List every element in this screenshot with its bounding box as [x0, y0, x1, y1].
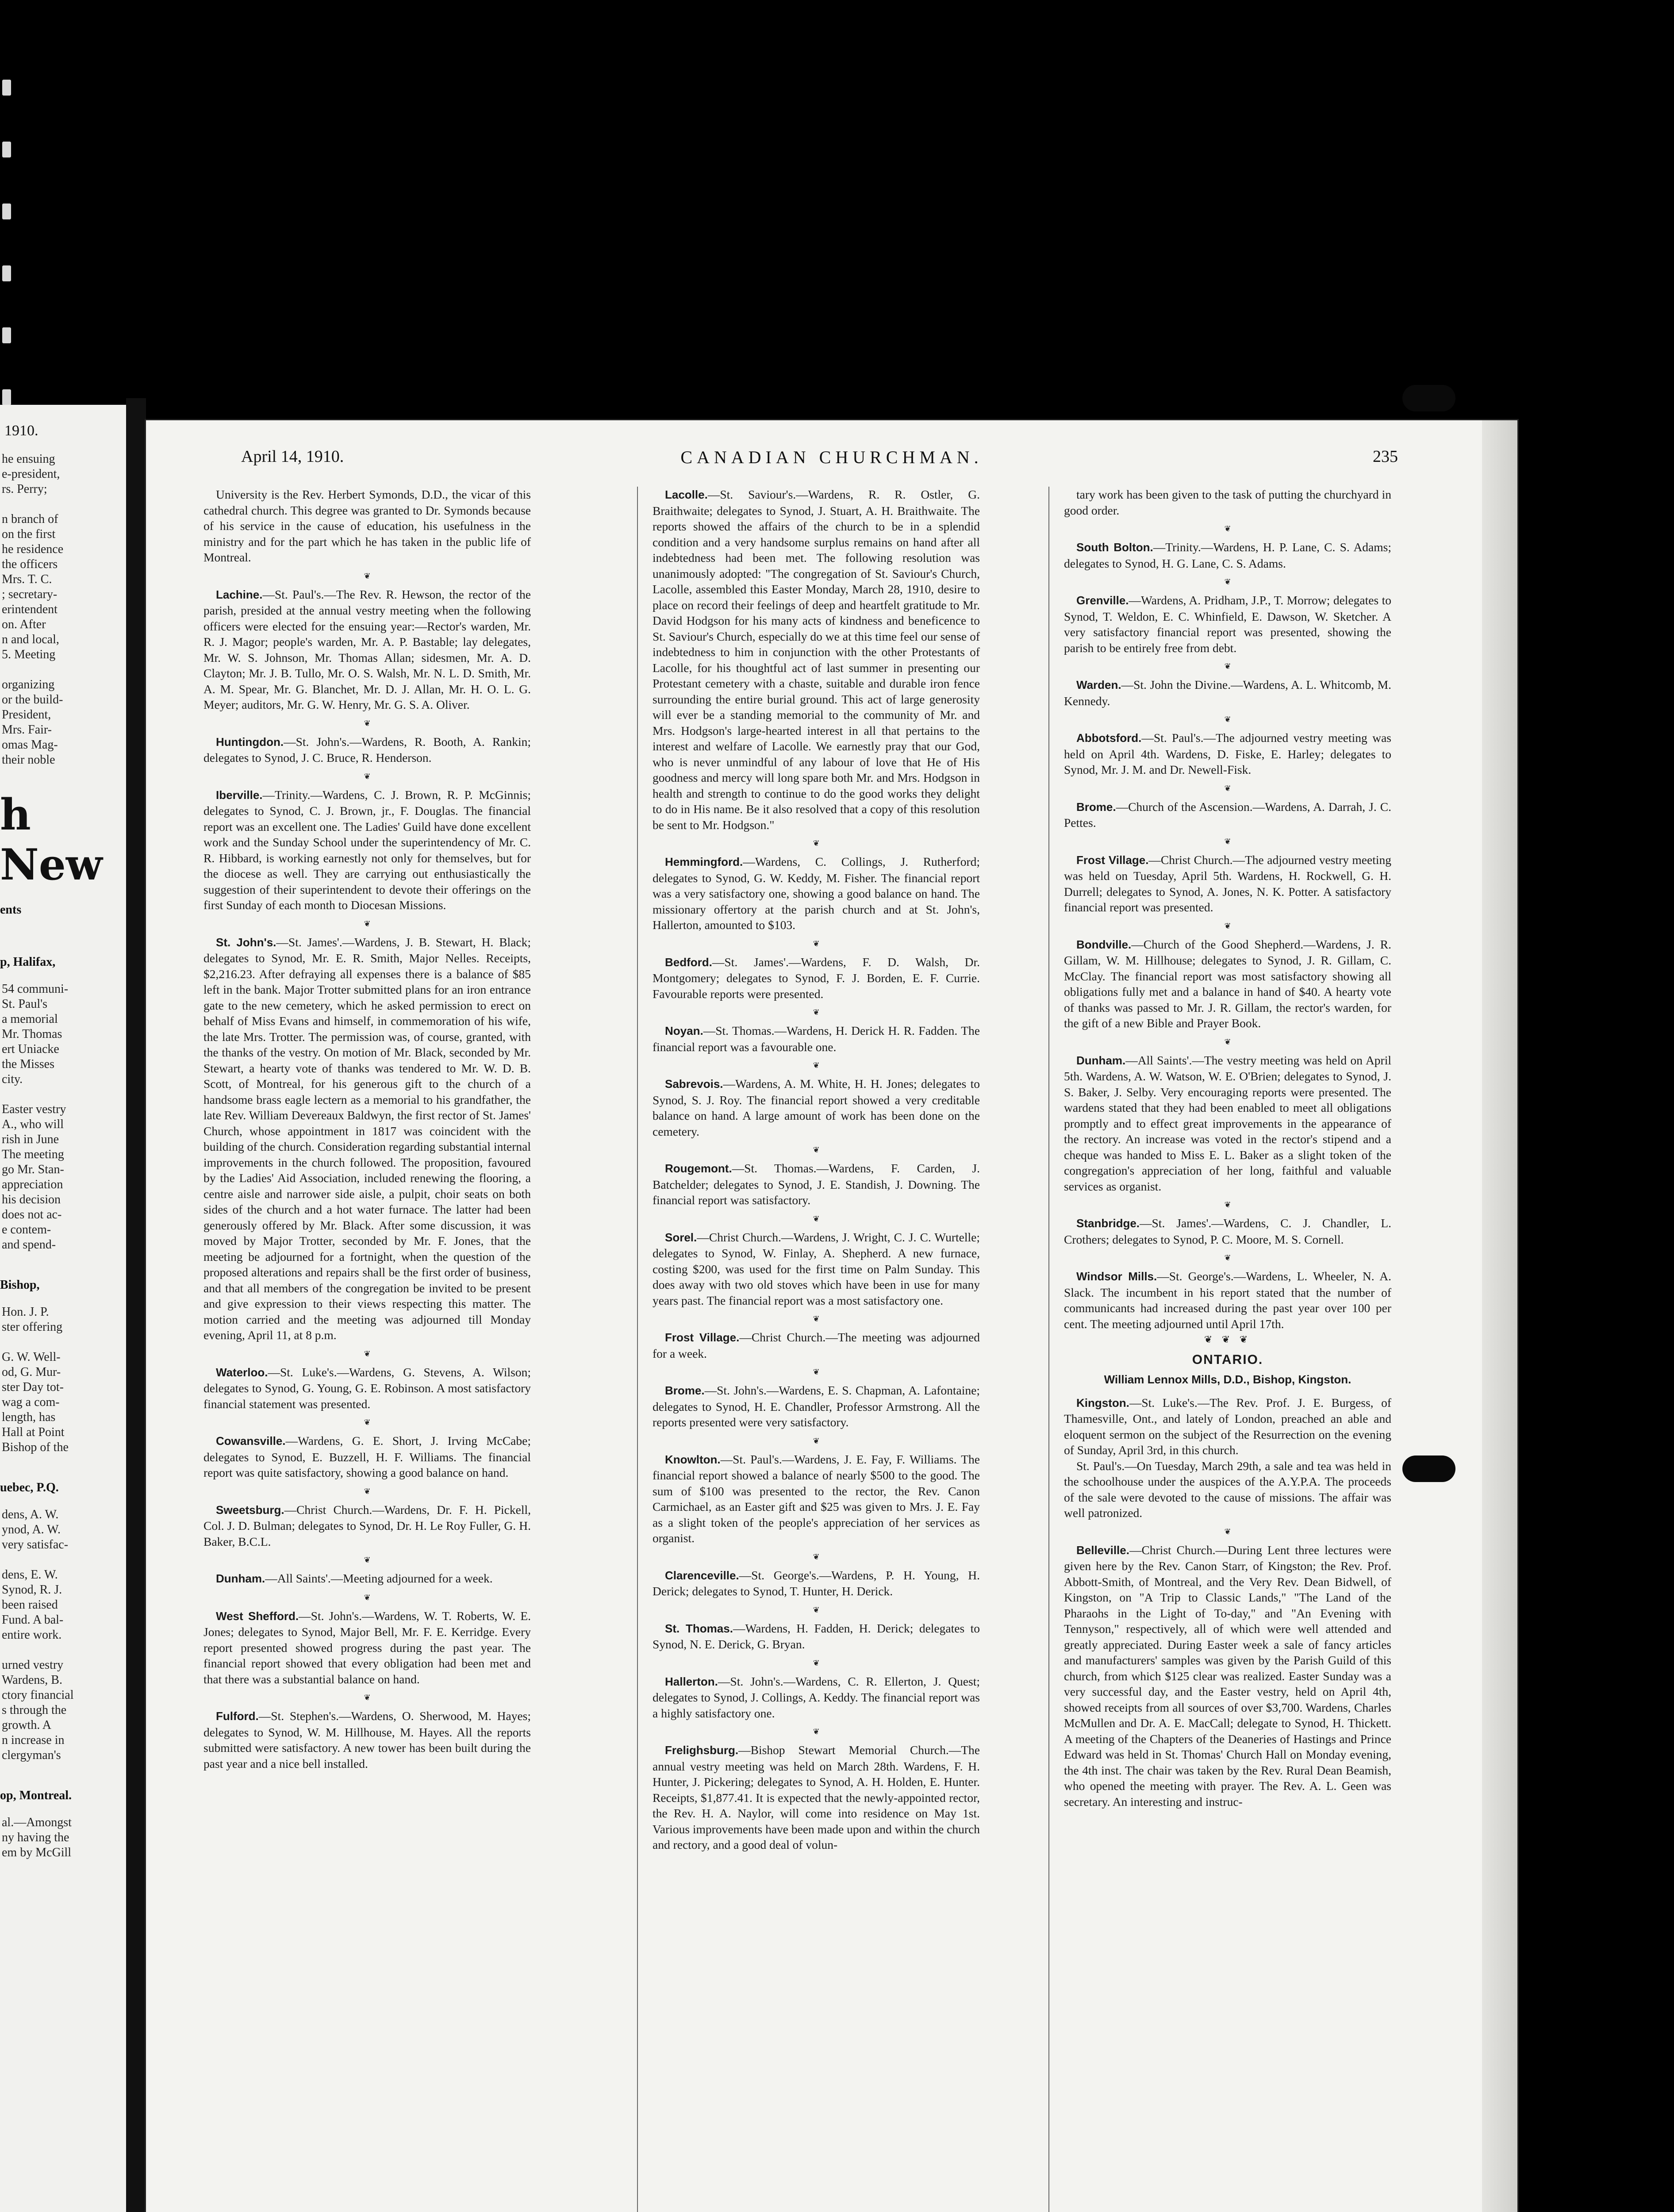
section-ornament-icon: ❦	[364, 772, 371, 781]
section-ornament-icon: ❦	[364, 919, 371, 928]
left-page-text-line: urned vestry	[2, 1658, 64, 1672]
parish-name: St. Thomas.	[665, 1621, 733, 1635]
section-ornament-icon: ❦	[813, 939, 820, 948]
left-page-text-line: e-president,	[2, 467, 60, 481]
left-page-text-line: he residence	[2, 542, 64, 556]
parish-report	[653, 1674, 980, 1721]
left-page-text-line: Synod, R. J.	[2, 1583, 62, 1597]
left-page-text-line: Hall at Point	[2, 1425, 65, 1439]
left-page-lines-b	[0, 982, 126, 1252]
section-ornament-icon: ❦	[813, 1367, 820, 1376]
section-ornament-icon: ❦	[813, 1727, 820, 1736]
parish-report	[653, 1567, 980, 1599]
parish-report	[1064, 677, 1391, 709]
parish-name: Frost Village.	[1076, 853, 1149, 867]
binder-clip	[1402, 385, 1455, 411]
left-page-subhead: ents	[0, 903, 22, 917]
left-page-text-line: and spend-	[2, 1238, 56, 1252]
parish-report-text: —Wardens, C. Collings, J. Rutherford; delegates to Synod, G. W. Keddy, M. Fisher. The financial report was a very satisfactory one, showing a good balance on hand. The missionary offertory at the parish church and at St. John's, Hallerton, amounted to $103.	[653, 855, 980, 932]
parish-report	[653, 954, 980, 1002]
parish-report-text: —Wardens, G. E. Short, J. Irving McCabe; delegates to Synod, E. Buzzell, H. F. Williams. The financial report was quite satisfactory, showing a good balance on hand.	[203, 1434, 531, 1479]
left-page-text-line: wag a com-	[2, 1395, 60, 1409]
section-ornament-icon: ❦	[364, 571, 371, 580]
parish-name: Sabrevois.	[665, 1077, 723, 1091]
section-heading: ONTARIO.	[1192, 1352, 1263, 1367]
left-page-text-line: rs. Perry;	[2, 482, 47, 496]
parish-name: Rougemont.	[665, 1162, 732, 1175]
parish-report	[653, 854, 980, 933]
parish-name: Dunham.	[216, 1572, 265, 1585]
parish-name: Frelighsburg.	[665, 1743, 739, 1757]
parish-report-text: —Bishop Stewart Memorial Church.—The annual vestry meeting was held on March 28th. Wardens, F. H. Hunter, J. Pickering; delegates to Synod, A. H. Holden, E. Hunter. Receipts, $1,877.41. It is expected that the newly-appointed rector, the Rev. H. A. Naylor, will come into residence on May 1st. Various improvements have been made upon and within the church and rectory, and a good deal of volun-	[653, 1743, 980, 1851]
left-page-text-line: on the first	[2, 527, 56, 541]
left-page-text-line: Hon. J. P.	[2, 1305, 49, 1319]
left-page-lines-a	[0, 452, 126, 768]
parish-name: Lacolle.	[665, 488, 708, 501]
left-page-text-line: ctory financial	[2, 1688, 74, 1702]
section-ornament-icon: ❦	[813, 1436, 820, 1445]
parish-name: Bondville.	[1076, 937, 1132, 951]
parish-report	[203, 734, 531, 766]
parish-report-text: —Christ Church.—The adjourned vestry meeting was held on Tuesday, April 5th. Wardens, H. Rockwell, G. H. Durrell; delegates to Synod, A. Jones, N. K. Potter. A satisfactory financial report was presented.	[1064, 853, 1391, 914]
left-page-text-line: n branch of	[2, 512, 58, 526]
parish-report	[1064, 799, 1391, 831]
parish-name: Brome.	[1076, 800, 1116, 814]
parish-name: Knowlton.	[665, 1452, 721, 1466]
parish-report	[203, 1433, 531, 1481]
left-page-text-line: ; secretary-	[2, 588, 58, 601]
page-gutter	[126, 398, 146, 2212]
parish-report-text: —St. Luke's.—The Rev. Prof. J. E. Burgess, of Thamesville, Ont., and lately of London, preached an able and eloquent sermon on the subject of the Resurrection on the evening of Sunday, April 3rd, in this church.	[1064, 1395, 1391, 1457]
left-page-text-line: Mrs. Fair-	[2, 723, 52, 737]
parish-report	[1064, 592, 1391, 656]
article-paragraph: University is the Rev. Herbert Symonds, D.D., the vicar of this cathedral church. This degree was granted to Dr. Symonds because of his service in the cause of education, his usefulness in the ministry and for the part which he has taken in the public life of Montreal.	[203, 488, 531, 564]
parish-report-text: —St. Paul's.—Wardens, J. E. Fay, F. Williams. The financial report showed a balance of nearly $500 to the good. The sum of $100 was presented to the rector, the Rev. Canon Carmichael, as an Easter gift and $25 was given to Mrs. J. E. Fay as a slight token of the people's appreciation of her services as organist.	[653, 1452, 980, 1545]
section-ornament-icon: ❦	[364, 1349, 371, 1358]
parish-report-text: —Wardens, A. M. White, H. H. Jones; delegates to Synod, S. J. Roy. The financial report showed a very creditable balance on hand. A large amount of work has been done on the cemetery.	[653, 1077, 980, 1138]
parish-report	[203, 1571, 531, 1587]
left-page-text-line	[0, 1552, 126, 1567]
section-ornament-icon: ❦	[813, 839, 820, 848]
parish-report-text: —St. James'.—Wardens, C. J. Chandler, L. Crothers; delegates to Synod, P. C. Moore, M. S. Cornell.	[1064, 1216, 1391, 1246]
left-page-text-line: ster offering	[2, 1320, 63, 1334]
left-page-text-line: 5. Meeting	[2, 648, 56, 661]
left-page-subhead: uebec, P.Q.	[0, 1481, 59, 1494]
parish-report-text: —Christ Church.—Wardens, Dr. F. H. Pickell, Col. J. D. Bulman; delegates to Synod, Dr. H. Le Roy Fuller, G. H. Baker, B.C.L.	[203, 1502, 531, 1548]
parish-report	[653, 1742, 980, 1853]
left-page-text-line: omas Mag-	[2, 738, 58, 752]
parish-report	[653, 1160, 980, 1208]
section-ornament-icon: ❦	[813, 1605, 820, 1614]
parish-report-text: —St. Saviour's.—Wardens, R. R. Ostler, G. Braithwaite; delegates to Synod, J. Stuart, A. H. Braithwaite. The reports showed the affairs of the church to be in a splendid condition and a very handsome surplus remains on hand after all indebtedness had been met. The following resolution was unanimously adopted: "The congregation of St. Saviour's Church, Lacolle, assembled this Easter Monday, March 28, 1910, desire to place on record their feelings of deep and heartfelt gratitude to Mr. David Hodgson for his many acts of kindness and beneficence to St. Saviour's Church, especially do we at this time feel our sense of indebtedness to him in conjunction with the other Protestants of Lacolle, for his thoughtful act of last summer in presenting our Protestant cemetery with a chaste, suitable and durable iron fence surrounding the entire burial ground. This act of large generosity will ever be a standing memorial to the community of Mr. and Mrs. Hodgson's large-hearted interest in all that pertains to the interest and welfare of Lacolle. We earnestly pray that our God, who is never unmindful of any labour of love that He of His goodness and mercy will long spare both Mr. and Mrs. Hodgson in health and strength to continue to do the good works they delight to do in His name. Be it also resolved that a copy of this resolution be sent to Mr. Hodgson."	[653, 488, 980, 832]
section-ornament-icon: ❦	[1224, 1527, 1231, 1536]
parish-report-text: —St. John the Divine.—Wardens, A. L. Whitcomb, M. Kennedy.	[1064, 678, 1391, 708]
parish-report-text: —St. Thomas.—Wardens, H. Derick H. R. Fadden. The financial report was a favourable one.	[653, 1024, 980, 1054]
page-edge	[1482, 420, 1517, 2212]
parish-report	[1064, 539, 1391, 571]
parish-report-text: —St. Paul's.—The adjourned vestry meeting was held on April 4th. Wardens, D. Fiske, E. Harley; delegates to Synod, Mr. J. M. and Dr. Newell-Fisk.	[1064, 731, 1391, 776]
parish-name: Bedford.	[665, 955, 712, 969]
left-page-text-line: Wardens, B.	[2, 1673, 62, 1687]
column-3	[1064, 487, 1391, 1809]
left-page-text-line: n and local,	[2, 633, 59, 646]
film-sprocket-hole	[2, 142, 11, 157]
parish-report-text: —All Saints'.—Meeting adjourned for a week.	[265, 1571, 493, 1585]
parish-report-text: —St. James'.—Wardens, F. D. Walsh, Dr. Montgomery; delegates to Synod, F. J. Borden, E. F. Currie. Favourable reports were presented.	[653, 955, 980, 1001]
section-ornament-icon: ❦	[364, 1593, 371, 1602]
section-ornament-icon: ❦	[1224, 837, 1231, 846]
parish-name: Brome.	[665, 1384, 705, 1397]
left-page-text-line: does not ac-	[2, 1208, 62, 1221]
masthead-title: CANADIAN CHURCHMAN.	[680, 447, 983, 467]
left-page-text-line: a memorial	[2, 1012, 58, 1026]
parish-report-text: —Trinity.—Wardens, C. J. Brown, R. P. McGinnis; delegates to Synod, C. J. Brown, jr., F. Douglas. The financial report was an excellent one. The Ladies' Guild have done excellent work and the Sunday School under the superintendency of Mr. C. R. Hibbard, is working earnestly not only for themselves, but for the diocese as well. They are carrying out enthusiastically the suggestion of their superintendent to devote their offerings on the first Sunday of each month to Diocesan Missions.	[203, 787, 531, 912]
parish-report-text: —Christ Church.—The meeting was adjourned for a week.	[653, 1330, 980, 1360]
left-page-text-line: been raised	[2, 1598, 58, 1612]
parish-name: Noyan.	[665, 1024, 703, 1037]
parish-name: Windsor Mills.	[1076, 1270, 1157, 1283]
parish-report-text: —Christ Church.—During Lent three lectures were given here by the Rev. Canon Starr, of Kingston; the Rev. Prof. Abbott-Smith, of Montreal, and the Very Rev. Dean Bidwell, of Kingston, on "A Trip to Classic Lands," "The Land of the Pharaohs in the Light of To-day," and "An Evening with Tennyson," respectively, all of which were well attended and greatly appreciated. During Easter week a sale of fancy articles and manufacturers' samples was given by the Parish Guild of this church, from which $125 clear was realized. Easter Sunday was a very successful day, and the Easter vestry, held on April 4th, showed receipts from all sources of over $3,700. Wardens, Charles McMullen and Dr. A. E. MacCall; delegate to Synod, H. Thickett. A meeting of the Chapters of the Deaneries of Hastings and Prince Edward was held in St. Thomas' Church Hall on Monday evening, the 4th inst. The chair was taken by the Rev. Rural Dean Beamish, who opened the meeting with prayer. The Rev. A. L. Geen was secretary. An interesting and instruc-	[1064, 1543, 1391, 1809]
parish-report	[1064, 1268, 1391, 1332]
article-paragraph: tary work has been given to the task of putting the churchyard in good order.	[1064, 488, 1391, 517]
left-page-text-line: ynod, A. W.	[2, 1523, 61, 1536]
section-ornament-icon: ❦	[364, 1693, 371, 1702]
left-page-text-line: St. Paul's	[2, 997, 48, 1011]
section-ornament-icon: ❦	[813, 1552, 820, 1561]
left-page-text-line: Easter vestry	[2, 1102, 66, 1116]
section-ornament-icon: ❦	[1224, 577, 1231, 586]
parish-report	[653, 1382, 980, 1430]
left-page-text-line: organizing	[2, 678, 55, 691]
left-page-text-line: appreciation	[2, 1178, 63, 1191]
parish-name: Grenville.	[1076, 594, 1129, 607]
left-page-text-line: em by McGill	[2, 1846, 72, 1859]
parish-report-text: —St. Stephen's.—Wardens, O. Sherwood, M. Hayes; delegates to Synod, W. M. Hillhouse, M. Hayes. All the reports submitted were satisfactory. A new tower has been built during the past year and a nice bell installed.	[203, 1709, 531, 1770]
section-ornament-icon: ❦	[1224, 921, 1231, 930]
column-2	[653, 487, 980, 1853]
parish-report-text: —Trinity.—Wardens, H. P. Lane, C. S. Adams; delegates to Synod, H. G. Lane, C. S. Adams.	[1064, 540, 1391, 570]
parish-name: Huntingdon.	[216, 735, 284, 749]
parish-report	[203, 1502, 531, 1550]
parish-report-text: —St. John's.—Wardens, R. Booth, A. Rankin; delegates to Synod, J. C. Bruce, R. Henderson.	[203, 734, 531, 764]
section-ornament-icon: ❦	[1224, 715, 1231, 724]
left-page-text-line: the officers	[2, 557, 58, 571]
parish-name: Clarenceville.	[665, 1568, 739, 1582]
parish-report-text: —Church of the Ascension.—Wardens, A. Darrah, J. C. Pettes.	[1064, 799, 1391, 830]
parish-name: West Shefford.	[216, 1609, 299, 1623]
film-sprocket-hole	[2, 389, 11, 405]
parish-report	[203, 1608, 531, 1687]
film-sprocket-hole	[2, 265, 11, 281]
left-page-text-line: od, G. Mur-	[2, 1365, 61, 1379]
parish-report	[653, 1621, 980, 1652]
section-ornament-icon: ❦	[813, 1145, 820, 1154]
left-page-text-line: on. After	[2, 618, 46, 631]
left-page-text-line: entire work.	[2, 1628, 62, 1642]
parish-report	[203, 1708, 531, 1771]
parish-report	[1064, 730, 1391, 778]
left-page-text-line: rish in June	[2, 1133, 59, 1146]
parish-name: Iberville.	[216, 788, 263, 802]
parish-name: Fulford.	[216, 1709, 259, 1723]
left-page-text-line: G. W. Well-	[2, 1350, 61, 1364]
newspaper-page	[146, 420, 1517, 2212]
issue-date: April 14, 1910.	[241, 447, 344, 466]
section-ornament-icon: ❦	[364, 718, 371, 728]
parish-report	[653, 1076, 980, 1139]
left-page-subhead: Bishop,	[0, 1278, 40, 1292]
parish-report	[1064, 1215, 1391, 1247]
parish-report	[653, 487, 980, 833]
parish-report-text: —St. George's.—Wardens, L. Wheeler, N. A. Slack. The incumbent in his report stated that the number of communicants had increased during the past year over 100 per cent. The meeting adjourned until April 17th.	[1064, 1269, 1391, 1331]
left-page-text-line: the Misses	[2, 1057, 54, 1071]
parish-name: Abbotsford.	[1076, 731, 1142, 745]
left-page-text-line: growth. A	[2, 1718, 51, 1732]
left-page-text-line: erintendent	[2, 603, 58, 616]
left-page-subhead: p, Halifax,	[0, 955, 56, 969]
left-page-text-line: The meeting	[2, 1148, 64, 1161]
left-page-text-line: his decision	[2, 1193, 61, 1206]
parish-name: Hemmingford.	[665, 855, 743, 868]
section-ornament-icon: ❦	[813, 1008, 820, 1017]
left-page-lines-e	[0, 1815, 126, 1860]
parish-name: St. John's.	[216, 935, 276, 949]
parish-name: Cowansville.	[216, 1434, 286, 1448]
page-number: 235	[1373, 447, 1398, 466]
left-page-text-line: ert Uniacke	[2, 1042, 59, 1056]
parish-report-text: —Church of the Good Shepherd.—Wardens, J. R. Gillam, W. M. Hillhouse; delegates to Synod, J. R. Gillam, C. McClay. The financial report was most satisfactory showing all obligations fully met and a balance in hand of $40. A hearty vote of thanks was passed to Mr. J. R. Gillam, the rector's warden, for the gift of a new Bible and Prayer Book.	[1064, 937, 1391, 1030]
left-page-text-line: or the build-	[2, 693, 63, 707]
left-page-text-line: 54 communi-	[2, 982, 69, 996]
left-page-text-line: e contem-	[2, 1223, 51, 1237]
parish-name: Dunham.	[1076, 1053, 1126, 1067]
parish-name: Sorel.	[665, 1230, 697, 1244]
column-rule	[637, 487, 638, 2212]
left-page-text-line	[0, 1335, 126, 1350]
parish-name: Stanbridge.	[1076, 1217, 1140, 1230]
left-page-text-line	[0, 1643, 126, 1658]
left-page-text-line	[0, 1087, 126, 1102]
parish-report-text: —All Saints'.—The vestry meeting was held on April 5th. Wardens, A. W. Watson, W. E. O'Brien; delegates to Synod, J. S. Baker, J. Selby. Very encouraging reports were presented. The wardens stated that they had been enabled to meet all obligations promptly and to effect great improvements in the appearance of the rectory. An increase was voted in the rector's stipend and a cheque was handed to Miss E. L. Baker as a slight token of the congregation's appreciation of her long, faithful and valuable services as organist.	[1064, 1053, 1391, 1193]
left-page-big-heading: h New	[0, 790, 103, 890]
parish-name: Warden.	[1076, 678, 1121, 691]
left-page-text-line: al.—Amongst	[2, 1816, 72, 1829]
left-page-text-line: length, has	[2, 1410, 56, 1424]
parish-report	[653, 1023, 980, 1055]
film-sprocket-hole	[2, 327, 11, 343]
parish-report-text: —St. John's.—Wardens, W. T. Roberts, W. E. Jones; delegates to Synod, Major Bell, Mr. F. E. Kerridge. Every report presented showed progress during the past year. The financial report showed that every obligation had been met and that there was a substantial balance on hand.	[203, 1609, 531, 1686]
parish-report-text: —Christ Church.—Wardens, J. Wright, C. J. C. Wurtelle; delegates to Synod, W. Finlay, A. Shepherd. A new furnace, costing $200, was used for the first time on Palm Sunday. This does away with two old stoves which have been in use for many years past. The financial report was a most satisfactory one.	[653, 1230, 980, 1307]
parish-name: Sweetsburg.	[216, 1503, 284, 1517]
section-ornament-icon: ❦	[1224, 1037, 1231, 1046]
left-page-subhead: op, Montreal.	[0, 1789, 72, 1802]
section-ornament-icon: ❦	[1224, 783, 1231, 793]
left-page-text-line: he ensuing	[2, 452, 55, 466]
parish-report-text: —St. Paul's.—The Rev. R. Hewson, the rector of the parish, presided at the annual vestry meeting when the following officers were elected for the ensuing year:—Rector's warden, Mr. R. J. Magor; people's warden, Mr. A. P. Bastable; lay delegates, Mr. W. S. Johnson, Mr. Thomas Allan; sidesmen, Mr. A. D. Clayton; Mr. J. B. Tullo, Mr. O. S. Walsh, Mr. N. L. D. Smith, Mr. A. M. Spear, Mr. G. Blanchet, Mr. D. J. Allan, Mr. H. O. L. G. Meyer; auditors, Mr. G. W. Henry, Mr. G. S. A. Oliver.	[203, 587, 531, 711]
parish-report	[203, 1364, 531, 1412]
section-ornament-icon: ❦	[364, 1486, 371, 1496]
section-ornament-icon: ❦	[364, 1418, 371, 1427]
left-page-text-line: dens, A. W.	[2, 1508, 59, 1521]
left-page-fragment	[0, 405, 129, 2212]
parish-name: Frost Village.	[665, 1331, 740, 1344]
parish-report-text: —Wardens, H. Fadden, H. Derick; delegates to Synod, N. E. Derick, G. Bryan.	[653, 1621, 980, 1651]
parish-report-text: —St. Thomas.—Wardens, F. Carden, J. Batchelder; delegates to Synod, J. E. Standish, J. Downing. The financial report was satisfactory.	[653, 1161, 980, 1207]
parish-name: Kingston.	[1076, 1396, 1129, 1409]
parish-report-text: —St. James'.—Wardens, J. B. Stewart, H. Black; delegates to Synod, Mr. E. R. Smith, Major Nelles. Receipts, $2,216.23. After defraying all expenses there is a balance of $85 left in the bank. Major Trotter submitted plans for an iron entrance gate to the new cemetery, which he asked permission to erect on behalf of Miss Evans and himself, in commemoration of his wife, the late Mrs. Trotter. The permission was, of course, granted, with the thanks of the vestry. On motion of Mr. Black, seconded by Mr. Stewart, a hearty vote of thanks was tendered to Mr. W. D. B. Scott, of Montreal, for his generous gift to the church of a handsome brass eagle lectern as a memorial to his grandfather, the late Rev. William Devereaux Baldwyn, the first rector of St. James' Church, whose appointment in 1817 was coincident with the building of the church. Consideration regarding substantial internal improvements in the church followed. The proposition, favoured by the Ladies' Aid Association, included renewing the flooring, a centre aisle and narrower side aisle, a pulpit, choir seats on both sides of the church and a hot water furnace. The latter had been generously offered by Mr. Black. After some discussion, it was moved by Major Trotter, seconded by Mr. F. Jones, that the meeting be adjourned for a fortnight, when the question of the proposed alterations and repairs shall be the first order of business, and that all members of the congregation be invited to be present and give expression to their views respecting this matter. The motion carried and the meeting was adjourned till Monday evening, April 11, at 8 p.m.	[203, 935, 531, 1342]
parish-report	[653, 1229, 980, 1309]
column-1	[203, 487, 531, 1771]
parish-report	[653, 1452, 980, 1546]
parish-report-text: —St. John's.—Wardens, E. S. Chapman, A. Lafontaine; delegates to Synod, H. E. Chandler, Professor Armstrong. All the reports presented were very satisfactory.	[653, 1383, 980, 1429]
parish-report	[203, 587, 531, 713]
section-ornament-icon: ❦	[813, 1314, 820, 1323]
left-page-text-line: Mr. Thomas	[2, 1027, 62, 1041]
section-ornament-icon: ❦	[813, 1214, 820, 1223]
diocese-bishop-heading: William Lennox Mills, D.D., Bishop, Kingston.	[1104, 1373, 1351, 1386]
section-ornament-icon: ❦	[813, 1061, 820, 1070]
section-ornament-icon: ❦	[364, 1555, 371, 1564]
left-page-text-line: Fund. A bal-	[2, 1613, 64, 1627]
left-page-lines-d	[0, 1507, 126, 1763]
left-page-lines-c	[0, 1305, 126, 1455]
triple-ornament-icon: ❦ ❦ ❦	[1204, 1334, 1252, 1345]
parish-report	[1064, 1395, 1391, 1458]
parish-name: Belleville.	[1076, 1543, 1129, 1557]
section-ornament-icon: ❦	[1224, 1253, 1231, 1262]
parish-report	[1064, 937, 1391, 1031]
parish-report	[203, 787, 531, 913]
left-page-text-line: city.	[2, 1072, 23, 1086]
left-page-text-line	[0, 662, 126, 677]
left-page-text-line	[0, 497, 126, 512]
section-ornament-icon: ❦	[1224, 662, 1231, 671]
column-rule	[1048, 487, 1049, 2212]
section-ornament-icon: ❦	[813, 1658, 820, 1667]
parish-name: Waterloo.	[216, 1365, 268, 1379]
film-sprocket-hole	[2, 204, 11, 219]
left-page-text-line: ny having the	[2, 1831, 69, 1844]
left-page-text-line: go Mr. Stan-	[2, 1163, 64, 1176]
section-ornament-icon: ❦	[1224, 1200, 1231, 1209]
page-header	[146, 447, 1517, 473]
left-page-text-line: dens, E. W.	[2, 1568, 58, 1582]
parish-report	[1064, 1052, 1391, 1194]
parish-name: Hallerton.	[665, 1674, 718, 1688]
left-page-text-line: n increase in	[2, 1733, 65, 1747]
parish-report-text: —St. John's.—Wardens, C. R. Ellerton, J. Quest; delegates to Synod, J. Collings, A. Keddy. The financial report was a highly satisfactory one.	[653, 1674, 980, 1720]
parish-name: Lachine.	[216, 588, 263, 601]
left-page-text-line: clergyman's	[2, 1748, 61, 1762]
parish-name: South Bolton.	[1076, 541, 1153, 554]
parish-report-text: —St. Luke's.—Wardens, G. Stevens, A. Wilson; delegates to Synod, G. Young, G. E. Robinson. A most satisfactory financial statement was presented.	[203, 1365, 531, 1411]
left-page-text-line: s through the	[2, 1703, 67, 1717]
article-paragraph: St. Paul's.—On Tuesday, March 29th, a sale and tea was held in the schoolhouse under the auspices of the A.Y.P.A. The proceeds of the sale were devoted to the cause of missions. The affair was well patronized.	[1064, 1459, 1391, 1520]
left-page-text-line: very satisfac-	[2, 1538, 69, 1551]
left-page-text-line: ster Day tot-	[2, 1380, 64, 1394]
left-page-text-line: Mrs. T. C.	[2, 572, 52, 586]
parish-report-text: —Wardens, A. Pridham, J.P., T. Morrow; delegates to Synod, T. Weldon, E. C. Whinfield, E. Dawson, W. Sketcher. A very satisfactory financial report was presented, showing the parish to be entirely free from debt.	[1064, 593, 1391, 655]
parish-report	[1064, 1542, 1391, 1810]
left-page-text-line: Bishop of the	[2, 1440, 69, 1454]
binder-clip	[1402, 1455, 1455, 1482]
parish-report	[203, 934, 531, 1343]
left-page-text-line: their noble	[2, 753, 55, 767]
section-ornament-icon: ❦	[1224, 524, 1231, 533]
film-sprocket-hole	[2, 80, 11, 96]
left-page-text-line: A., who will	[2, 1118, 64, 1131]
parish-report	[1064, 852, 1391, 915]
parish-report	[653, 1329, 980, 1361]
left-page-date: 1910.	[4, 422, 38, 439]
parish-report-text: —St. George's.—Wardens, P. H. Young, H. Derick; delegates to Synod, T. Hunter, H. Derick.	[653, 1568, 980, 1598]
left-page-text-line: President,	[2, 708, 51, 722]
